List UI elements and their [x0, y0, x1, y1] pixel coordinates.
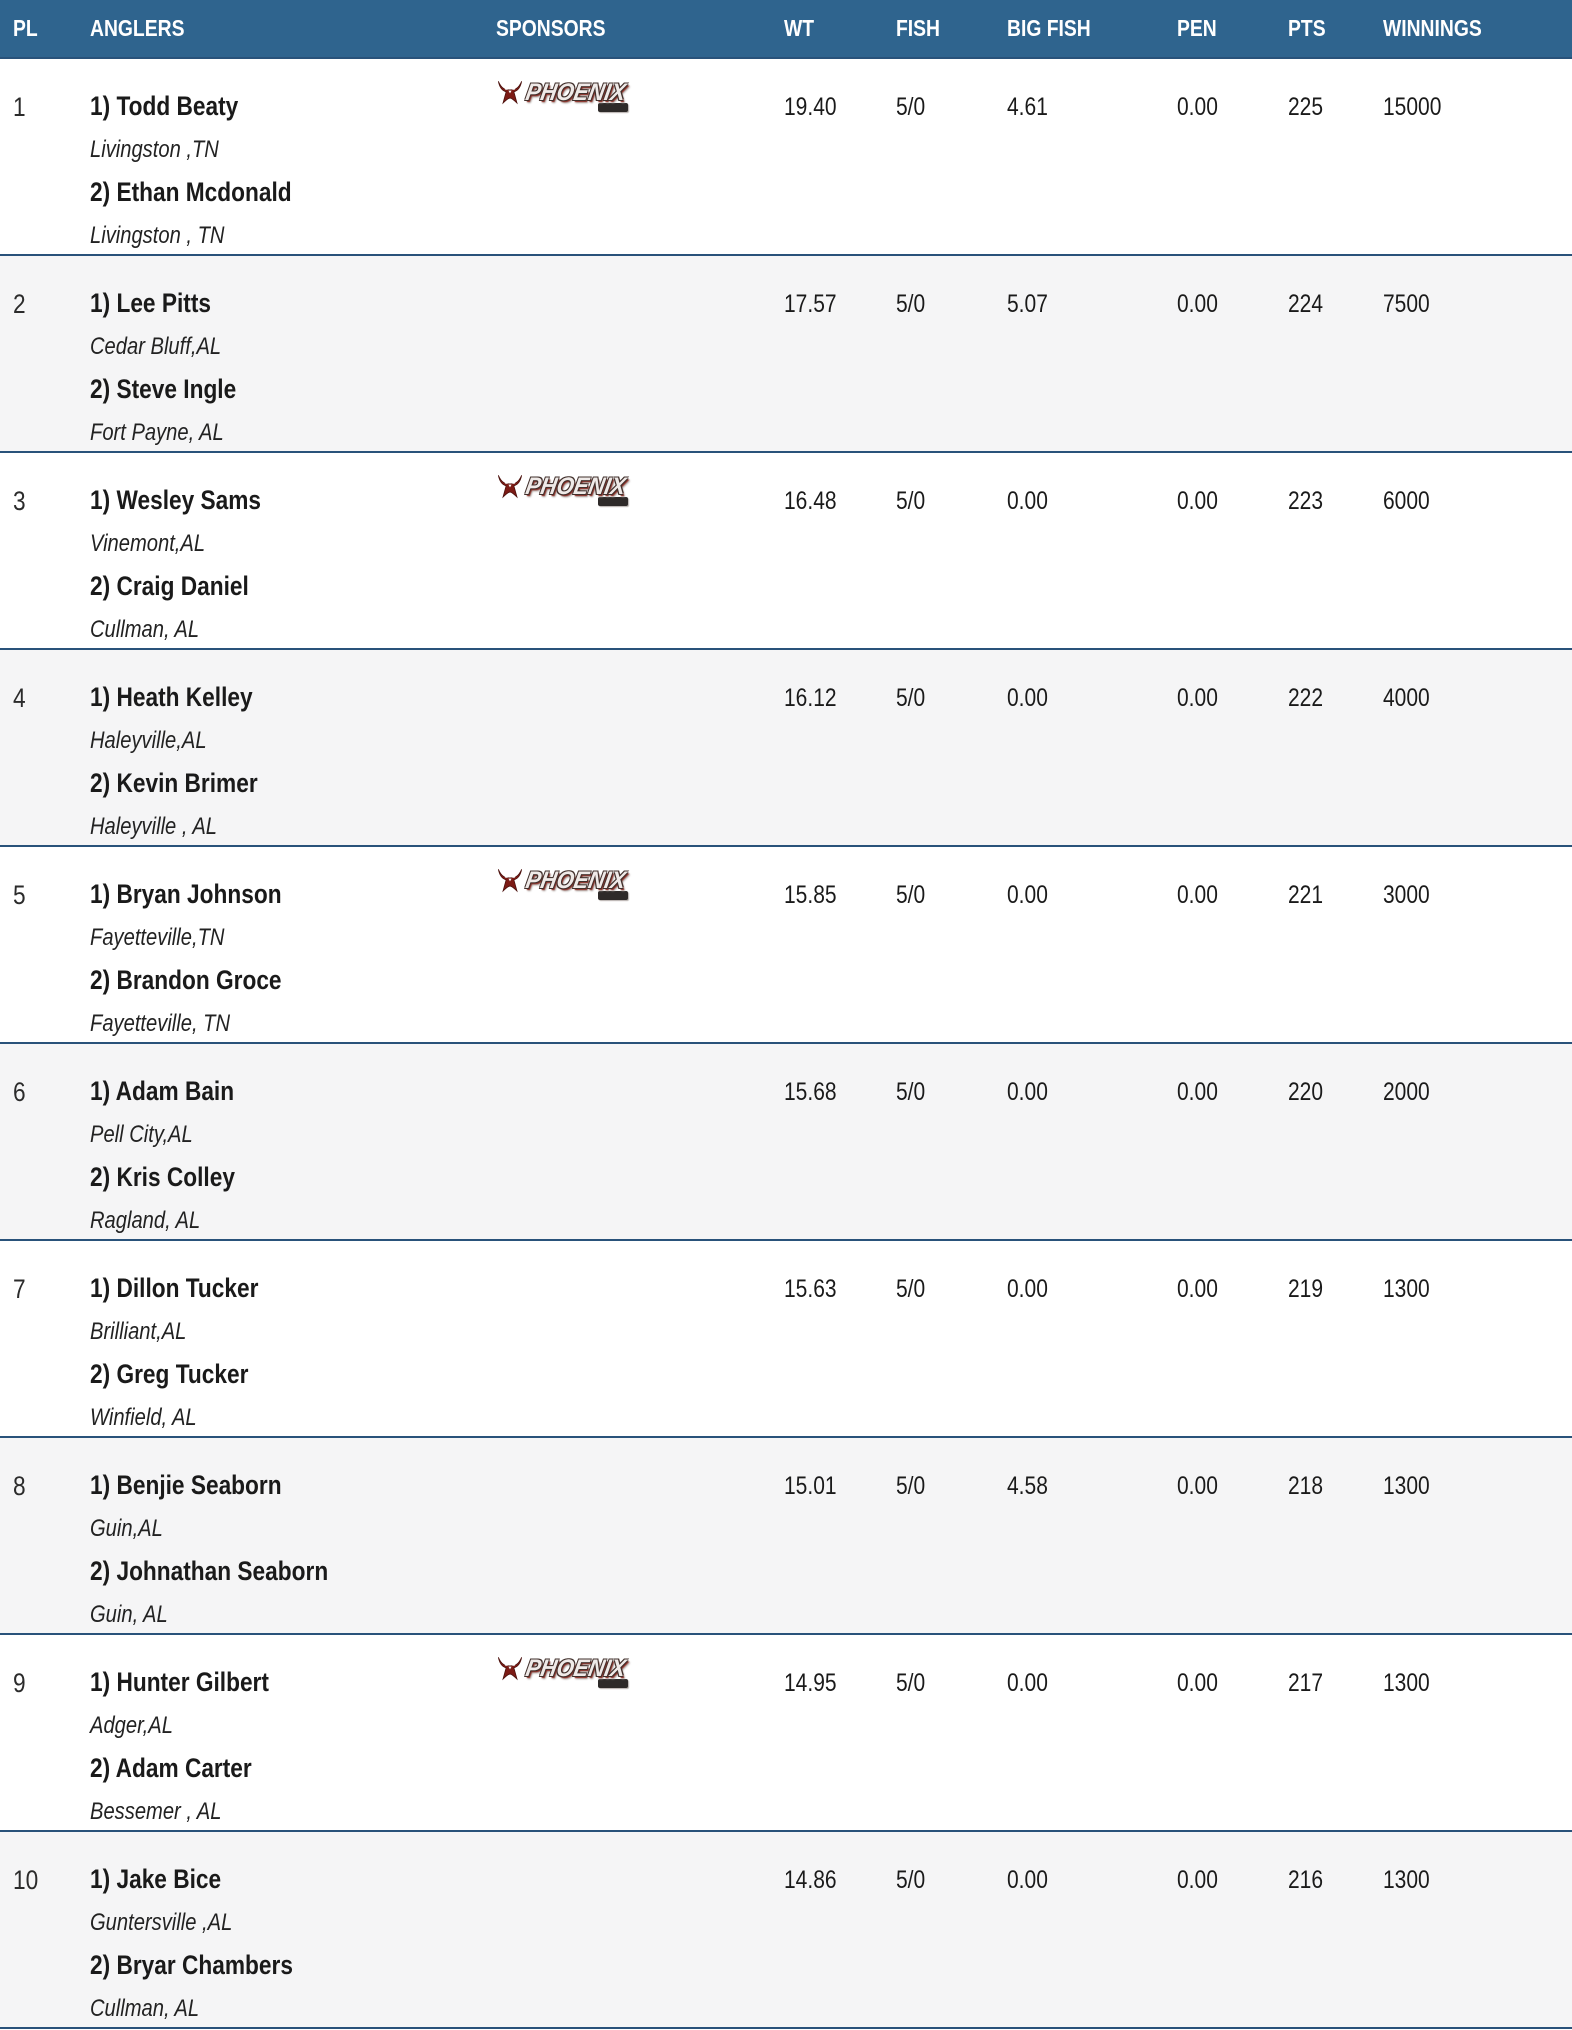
angler1-name-text: 1) Jake Bice	[90, 1864, 222, 1894]
angler2-city-text: Winfield, AL	[90, 1404, 197, 1431]
fish-value: 5/0	[896, 290, 926, 318]
rank-value: 5	[13, 880, 26, 910]
column-header-anglers-label: ANGLERS	[90, 15, 185, 41]
angler2-name	[90, 1550, 496, 1593]
pts-value: 219	[1288, 1275, 1324, 1303]
phoenix-sponsor-logo	[496, 1655, 646, 1688]
angler2-name	[90, 565, 496, 608]
rank-cell	[0, 59, 90, 257]
anglers-cell	[90, 1438, 496, 1636]
pen-value: 0.00	[1177, 1669, 1218, 1697]
winnings-cell	[1383, 650, 1572, 848]
winnings-cell	[1383, 1635, 1572, 1833]
pen-value: 0.00	[1177, 93, 1218, 121]
table-row	[0, 1042, 1572, 1239]
anglers-cell	[90, 1832, 496, 2030]
angler2-city-text: Fort Payne, AL	[90, 419, 224, 446]
pts-cell	[1288, 1635, 1383, 1833]
big-fish-value: 0.00	[1007, 1078, 1048, 1106]
big-fish-value: 0.00	[1007, 1866, 1048, 1894]
fish-cell	[896, 256, 1007, 454]
angler2-name-text: 2) Kris Colley	[90, 1162, 235, 1192]
rank-value: 10	[13, 1865, 39, 1895]
angler2-city	[90, 805, 496, 848]
fish-value: 5/0	[896, 1472, 926, 1500]
column-header-sponsors-label: SPONSORS	[496, 15, 606, 41]
anglers-cell	[90, 1241, 496, 1439]
big-fish-value: 0.00	[1007, 487, 1048, 515]
pen-value: 0.00	[1177, 1275, 1218, 1303]
pen-value: 0.00	[1177, 1472, 1218, 1500]
angler2-city	[90, 1199, 496, 1242]
rank-value: 9	[13, 1668, 26, 1698]
angler2-name-text: 2) Steve Ingle	[90, 374, 237, 404]
pts-value: 223	[1288, 487, 1324, 515]
rank-cell	[0, 256, 90, 454]
column-header-wt-label: WT	[784, 15, 815, 41]
fish-cell	[896, 59, 1007, 257]
pen-value: 0.00	[1177, 881, 1218, 909]
angler1-name-text: 1) Adam Bain	[90, 1076, 235, 1106]
angler1-name	[90, 676, 496, 719]
column-header-pts-label: PTS	[1288, 15, 1326, 41]
wt-cell	[784, 1044, 896, 1242]
angler2-name	[90, 1353, 496, 1396]
pen-value: 0.00	[1177, 1866, 1218, 1894]
big-fish-value: 0.00	[1007, 684, 1048, 712]
sponsor-cell	[496, 59, 784, 257]
rank-value: 6	[13, 1077, 26, 1107]
sponsor-cell	[496, 847, 784, 1045]
angler2-city-text: Ragland, AL	[90, 1207, 201, 1234]
angler1-name	[90, 1661, 496, 1704]
angler1-name	[90, 1464, 496, 1507]
phoenix-wordmark: PHOENIX	[523, 1655, 628, 1682]
angler1-city	[90, 128, 496, 171]
phoenix-owl-icon	[496, 473, 524, 506]
fish-value: 5/0	[896, 93, 926, 121]
column-header-pen-label: PEN	[1177, 15, 1217, 41]
winnings-cell	[1383, 1832, 1572, 2030]
anglers-cell	[90, 1635, 496, 1833]
sponsor-cell	[496, 1438, 784, 1636]
angler1-name	[90, 873, 496, 916]
angler1-name	[90, 1858, 496, 1901]
winnings-value: 1300	[1383, 1866, 1430, 1894]
pen-cell	[1177, 1241, 1288, 1439]
table-row	[0, 57, 1572, 254]
pen-cell	[1177, 847, 1288, 1045]
angler1-name-text: 1) Wesley Sams	[90, 485, 262, 515]
angler2-city	[90, 1790, 496, 1833]
pen-cell	[1177, 453, 1288, 651]
phoenix-wordmark-group	[523, 1655, 634, 1688]
winnings-value: 7500	[1383, 290, 1430, 318]
table-row	[0, 1633, 1572, 1830]
angler2-name-text: 2) Ethan Mcdonald	[90, 177, 292, 207]
winnings-value: 6000	[1383, 487, 1430, 515]
column-header-pl	[0, 15, 90, 42]
pts-cell	[1288, 847, 1383, 1045]
angler2-city	[90, 411, 496, 454]
winnings-value: 15000	[1383, 93, 1442, 121]
angler2-name-text: 2) Adam Carter	[90, 1753, 252, 1783]
winnings-value: 1300	[1383, 1472, 1430, 1500]
angler1-city	[90, 325, 496, 368]
fish-cell	[896, 847, 1007, 1045]
rank-value: 7	[13, 1274, 26, 1304]
wt-cell	[784, 1438, 896, 1636]
wt-value: 16.48	[784, 487, 837, 515]
anglers-cell	[90, 453, 496, 651]
big-fish-value: 0.00	[1007, 1669, 1048, 1697]
angler2-name-text: 2) Bryar Chambers	[90, 1950, 293, 1980]
angler2-name-text: 2) Kevin Brimer	[90, 768, 258, 798]
angler1-city-text: Cedar Bluff,AL	[90, 333, 222, 360]
winnings-cell	[1383, 256, 1572, 454]
wt-cell	[784, 847, 896, 1045]
fish-value: 5/0	[896, 1275, 926, 1303]
angler2-city	[90, 214, 496, 257]
angler1-city	[90, 719, 496, 762]
pts-cell	[1288, 1044, 1383, 1242]
wt-value: 14.95	[784, 1669, 837, 1697]
pts-value: 224	[1288, 290, 1324, 318]
pen-value: 0.00	[1177, 290, 1218, 318]
big-fish-value: 5.07	[1007, 290, 1048, 318]
results-table-body	[0, 57, 1572, 2027]
angler1-city	[90, 1901, 496, 1944]
winnings-cell	[1383, 1438, 1572, 1636]
angler1-city	[90, 522, 496, 565]
angler2-city	[90, 608, 496, 651]
wt-value: 15.68	[784, 1078, 837, 1106]
table-row	[0, 1830, 1572, 2027]
column-header-fish	[896, 15, 1007, 42]
column-header-pen	[1177, 15, 1288, 42]
fish-cell	[896, 453, 1007, 651]
angler2-city	[90, 1593, 496, 1636]
big-fish-cell	[1007, 453, 1177, 651]
angler2-name	[90, 1944, 496, 1987]
angler1-city	[90, 1113, 496, 1156]
angler1-city-text: Livingston ,TN	[90, 136, 219, 163]
anglers-cell	[90, 847, 496, 1045]
wt-cell	[784, 1241, 896, 1439]
sponsor-cell	[496, 1044, 784, 1242]
phoenix-sponsor-logo	[496, 473, 646, 506]
wt-value: 14.86	[784, 1866, 837, 1894]
fish-value: 5/0	[896, 1078, 926, 1106]
fish-cell	[896, 1241, 1007, 1439]
angler2-city	[90, 1002, 496, 1045]
table-row	[0, 451, 1572, 648]
angler1-city-text: Brilliant,AL	[90, 1318, 187, 1345]
sponsor-cell	[496, 650, 784, 848]
pen-value: 0.00	[1177, 487, 1218, 515]
winnings-value: 3000	[1383, 881, 1430, 909]
pts-value: 218	[1288, 1472, 1324, 1500]
big-fish-value: 0.00	[1007, 881, 1048, 909]
phoenix-owl-icon	[496, 79, 524, 112]
column-header-sponsors	[496, 15, 784, 42]
angler2-city-text: Livingston , TN	[90, 222, 225, 249]
column-header-winnings	[1383, 15, 1572, 42]
fish-value: 5/0	[896, 684, 926, 712]
pts-cell	[1288, 256, 1383, 454]
angler1-name	[90, 85, 496, 128]
pts-value: 217	[1288, 1669, 1324, 1697]
big-fish-value: 0.00	[1007, 1275, 1048, 1303]
column-header-big-fish	[1007, 15, 1177, 42]
pen-cell	[1177, 59, 1288, 257]
pts-cell	[1288, 59, 1383, 257]
fish-value: 5/0	[896, 1866, 926, 1894]
angler1-city	[90, 916, 496, 959]
fish-value: 5/0	[896, 881, 926, 909]
angler1-name-text: 1) Dillon Tucker	[90, 1273, 259, 1303]
pts-value: 222	[1288, 684, 1324, 712]
angler2-city	[90, 1987, 496, 2030]
wt-value: 15.63	[784, 1275, 837, 1303]
angler2-city-text: Haleyville , AL	[90, 813, 217, 840]
big-fish-value: 4.61	[1007, 93, 1048, 121]
phoenix-wordmark-group	[523, 79, 634, 112]
rank-value: 2	[13, 289, 26, 319]
winnings-value: 4000	[1383, 684, 1430, 712]
phoenix-owl-icon	[496, 1655, 524, 1688]
table-row	[0, 1436, 1572, 1633]
anglers-cell	[90, 1044, 496, 1242]
winnings-cell	[1383, 453, 1572, 651]
angler2-city-text: Bessemer , AL	[90, 1798, 222, 1825]
pts-cell	[1288, 453, 1383, 651]
angler1-city-text: Vinemont,AL	[90, 530, 206, 557]
wt-cell	[784, 1832, 896, 2030]
phoenix-wordmark: PHOENIX	[523, 867, 628, 894]
rank-cell	[0, 453, 90, 651]
fish-value: 5/0	[896, 487, 926, 515]
angler1-name-text: 1) Heath Kelley	[90, 682, 253, 712]
table-row	[0, 845, 1572, 1042]
fish-cell	[896, 1832, 1007, 2030]
rank-value: 8	[13, 1471, 26, 1501]
fish-cell	[896, 1044, 1007, 1242]
angler2-name	[90, 171, 496, 214]
winnings-cell	[1383, 59, 1572, 257]
pen-value: 0.00	[1177, 1078, 1218, 1106]
pen-cell	[1177, 650, 1288, 848]
winnings-cell	[1383, 1241, 1572, 1439]
table-row	[0, 254, 1572, 451]
angler1-name-text: 1) Bryan Johnson	[90, 879, 282, 909]
phoenix-wordmark: PHOENIX	[523, 473, 628, 500]
fish-value: 5/0	[896, 1669, 926, 1697]
anglers-cell	[90, 650, 496, 848]
rank-cell	[0, 1635, 90, 1833]
sponsor-cell	[496, 453, 784, 651]
angler1-city	[90, 1507, 496, 1550]
big-fish-cell	[1007, 650, 1177, 848]
pts-value: 216	[1288, 1866, 1324, 1894]
angler2-name	[90, 368, 496, 411]
big-fish-cell	[1007, 1241, 1177, 1439]
wt-cell	[784, 650, 896, 848]
angler2-city	[90, 1396, 496, 1439]
angler2-name-text: 2) Johnathan Seaborn	[90, 1556, 329, 1586]
pts-value: 220	[1288, 1078, 1324, 1106]
angler1-city-text: Guntersville ,AL	[90, 1909, 233, 1936]
wt-value: 19.40	[784, 93, 837, 121]
fish-cell	[896, 1438, 1007, 1636]
angler1-city-text: Adger,AL	[90, 1712, 173, 1739]
column-header-anglers	[90, 15, 496, 42]
pen-value: 0.00	[1177, 684, 1218, 712]
pen-cell	[1177, 256, 1288, 454]
pts-cell	[1288, 1832, 1383, 2030]
winnings-cell	[1383, 1044, 1572, 1242]
sponsor-cell	[496, 1832, 784, 2030]
phoenix-wordmark-group	[523, 473, 634, 506]
angler1-name-text: 1) Benjie Seaborn	[90, 1470, 282, 1500]
wt-value: 17.57	[784, 290, 837, 318]
anglers-cell	[90, 59, 496, 257]
angler1-city-text: Haleyville,AL	[90, 727, 207, 754]
angler2-name	[90, 1156, 496, 1199]
angler1-city-text: Pell City,AL	[90, 1121, 193, 1148]
angler1-name	[90, 282, 496, 325]
wt-value: 15.01	[784, 1472, 837, 1500]
wt-cell	[784, 59, 896, 257]
angler2-name	[90, 959, 496, 1002]
angler1-city-text: Guin,AL	[90, 1515, 163, 1542]
fish-cell	[896, 650, 1007, 848]
rank-value: 4	[13, 683, 26, 713]
pen-cell	[1177, 1832, 1288, 2030]
wt-cell	[784, 1635, 896, 1833]
big-fish-cell	[1007, 1044, 1177, 1242]
sponsor-cell	[496, 1241, 784, 1439]
wt-value: 16.12	[784, 684, 837, 712]
table-row	[0, 648, 1572, 845]
angler1-city-text: Fayetteville,TN	[90, 924, 225, 951]
big-fish-cell	[1007, 1635, 1177, 1833]
fish-cell	[896, 1635, 1007, 1833]
winnings-cell	[1383, 847, 1572, 1045]
pts-cell	[1288, 1438, 1383, 1636]
winnings-value: 1300	[1383, 1669, 1430, 1697]
winnings-value: 1300	[1383, 1275, 1430, 1303]
angler2-name	[90, 1747, 496, 1790]
phoenix-sponsor-logo	[496, 79, 646, 112]
big-fish-cell	[1007, 1438, 1177, 1636]
column-header-wt	[784, 15, 896, 42]
winnings-value: 2000	[1383, 1078, 1430, 1106]
big-fish-cell	[1007, 59, 1177, 257]
pen-cell	[1177, 1438, 1288, 1636]
angler2-name-text: 2) Greg Tucker	[90, 1359, 249, 1389]
table-row	[0, 1239, 1572, 1436]
column-header-big-fish-label: BIG FISH	[1007, 15, 1091, 41]
angler1-city	[90, 1310, 496, 1353]
phoenix-sponsor-logo	[496, 867, 646, 900]
pts-value: 221	[1288, 881, 1324, 909]
column-header-pl-label: PL	[13, 15, 38, 41]
rank-cell	[0, 650, 90, 848]
pen-cell	[1177, 1635, 1288, 1833]
big-fish-cell	[1007, 847, 1177, 1045]
column-header-pts	[1288, 15, 1383, 42]
column-header-fish-label: FISH	[896, 15, 941, 41]
angler1-name-text: 1) Todd Beaty	[90, 91, 239, 121]
big-fish-cell	[1007, 256, 1177, 454]
wt-cell	[784, 256, 896, 454]
pts-value: 225	[1288, 93, 1324, 121]
angler1-city	[90, 1704, 496, 1747]
angler2-name-text: 2) Brandon Groce	[90, 965, 282, 995]
angler1-name	[90, 1070, 496, 1113]
angler2-city-text: Cullman, AL	[90, 1995, 200, 2022]
sponsor-cell	[496, 256, 784, 454]
angler2-city-text: Fayetteville, TN	[90, 1010, 231, 1037]
phoenix-wordmark: PHOENIX	[523, 79, 628, 106]
column-header-winnings-label: WINNINGS	[1383, 15, 1482, 41]
big-fish-cell	[1007, 1832, 1177, 2030]
pts-cell	[1288, 1241, 1383, 1439]
wt-value: 15.85	[784, 881, 837, 909]
phoenix-wordmark-group	[523, 867, 634, 900]
angler2-name-text: 2) Craig Daniel	[90, 571, 249, 601]
table-header-row	[0, 0, 1572, 57]
phoenix-owl-icon	[496, 867, 524, 900]
angler2-city-text: Guin, AL	[90, 1601, 168, 1628]
rank-value: 1	[13, 92, 26, 122]
rank-cell	[0, 847, 90, 1045]
angler1-name-text: 1) Hunter Gilbert	[90, 1667, 269, 1697]
rank-cell	[0, 1832, 90, 2030]
rank-cell	[0, 1044, 90, 1242]
angler1-name-text: 1) Lee Pitts	[90, 288, 211, 318]
anglers-cell	[90, 256, 496, 454]
rank-cell	[0, 1241, 90, 1439]
pts-cell	[1288, 650, 1383, 848]
pen-cell	[1177, 1044, 1288, 1242]
rank-cell	[0, 1438, 90, 1636]
sponsor-cell	[496, 1635, 784, 1833]
angler1-name	[90, 1267, 496, 1310]
wt-cell	[784, 453, 896, 651]
angler2-name	[90, 762, 496, 805]
angler2-city-text: Cullman, AL	[90, 616, 200, 643]
big-fish-value: 4.58	[1007, 1472, 1048, 1500]
angler1-name	[90, 479, 496, 522]
rank-value: 3	[13, 486, 26, 516]
